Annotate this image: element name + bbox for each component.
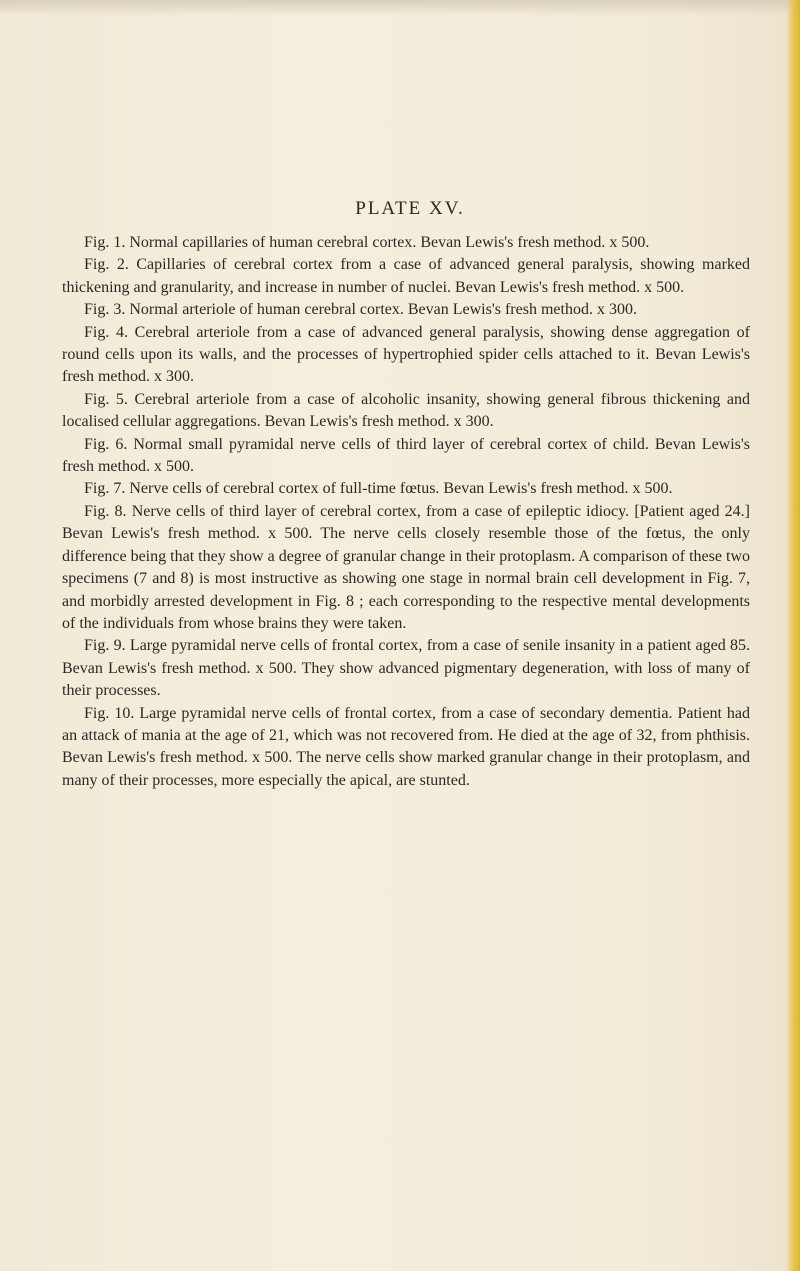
fig-1-caption: Fig. 1. Normal capillaries of human cerebral cortex. Bevan Lewis's fresh method. x 500. (84, 234, 650, 251)
page-top-edge (0, 0, 800, 16)
fig-8-caption: Fig. 8. Nerve cells of third layer of cerebral cortex, from a case of epileptic idiocy. [Patient aged 24.] Bevan Lewis's fresh method. x 500. The nerve cells closely resemble those of the fœtus, the only difference being that they show a degree of granular change in their protoplasm. A comparison of these two specimens (7 and 8) is most instructive as showing one stage in normal brain cell development in Fig. 7, and morbidly arrested development in Fig. 8 ; each corresponding to the respective mental developments of the individuals from whose brains they were taken. (62, 502, 750, 632)
fig-3-caption: Fig. 3. Normal arteriole of human cerebral cortex. Bevan Lewis's fresh method. x 300. (84, 301, 637, 319)
fig-6-caption: Fig. 6. Normal small pyramidal nerve cells of third layer of cerebral cortex of child. Bevan Lewis's fresh method. x 500. (62, 435, 750, 476)
fig-2-caption: Fig. 2. Capillaries of cerebral cortex from a case of advanced general paralysis, showing marked thickening and granularity, and increase in number of nuclei. Bevan Lewis's fresh method. x 500. (62, 256, 750, 296)
page-right-edge (786, 0, 800, 1271)
fig-10-caption: Fig. 10. Large pyramidal nerve cells of frontal cortex, from a case of secondary dementia. Patient had an attack of mania at the age of 21, which was not recovered from. He died at the age of 32, from phthisis. Bevan Lewis's fresh method. x 500. The nerve cells show marked granular change in their protoplasm, and many of their processes, more especially the apical, are stunted. (62, 704, 750, 789)
fig-7-caption: Fig. 7. Nerve cells of cerebral cortex of full-time fœtus. Bevan Lewis's fresh method. x 500. (84, 480, 673, 498)
plate-title: PLATE XV. (355, 198, 465, 219)
fig-5-caption: Fig. 5. Cerebral arteriole from a case of alcoholic insanity, showing general fibrous thickening and localised cellular aggregations. Bevan Lewis's fresh method. x 300. (62, 390, 750, 431)
figure-legend (62, 232, 750, 792)
fig-4-caption: Fig. 4. Cerebral arteriole from a case of advanced general paralysis, showing dense aggregation of round cells upon its walls, and the processes of hypertrophied spider cells attached to it. Bevan Lewis's fresh method. x 300. (62, 323, 750, 386)
fig-9-caption: Fig. 9. Large pyramidal nerve cells of frontal cortex, from a case of senile insanity in a patient aged 85. Bevan Lewis's fresh method. x 500. They show advanced pigmentary degeneration, with loss of many of their processes. (62, 637, 750, 700)
